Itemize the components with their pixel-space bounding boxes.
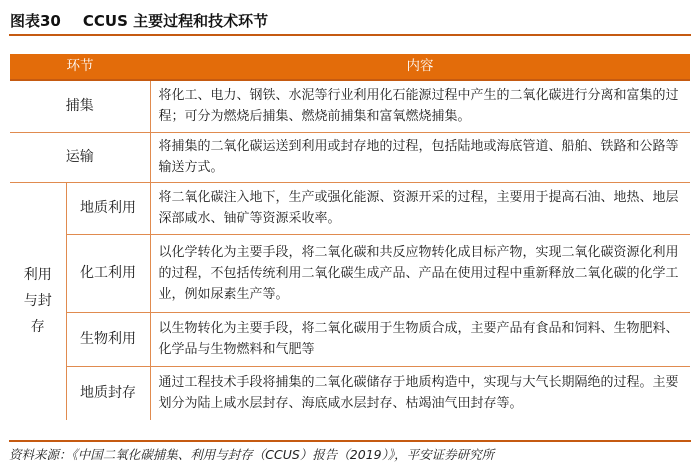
sub-stage-biological-utilization: 生物利用: [66, 312, 150, 366]
figure-label: 图表30: [10, 11, 61, 30]
stage-transport: 运输: [10, 132, 150, 182]
table-row-chemical-utilization: [10, 234, 690, 312]
source-note: 资料来源：《中国二氧化碳捕集、利用与封存（CCUS）报告（2019）》，平安证券研究所: [9, 440, 691, 463]
content-transport: 将捕集的二氧化碳运送到利用或封存地的过程，包括陆地或海底管道、船舶、铁路和公路等输送方式。: [150, 132, 690, 182]
figure-title: CCUS 主要过程和技术环节: [82, 11, 269, 30]
stage-utilization-storage-label: 利用与封存: [23, 267, 52, 336]
table-row-capture: [10, 80, 690, 132]
sub-stage-geological-storage: 地质封存: [66, 366, 150, 420]
column-header-content: 内容: [150, 54, 690, 80]
stage-utilization-storage: [10, 182, 66, 420]
table-row-biological-utilization: [10, 312, 690, 366]
figure-title-bar: [9, 6, 691, 36]
ccus-process-table: [10, 54, 690, 420]
table-row-geological-utilization: [10, 182, 690, 234]
table-row-geological-storage: [10, 366, 690, 420]
table-row-transport: [10, 132, 690, 182]
stage-capture: 捕集: [10, 80, 150, 132]
content-biological-utilization: 以生物转化为主要手段，将二氧化碳用于生物质合成，主要产品有食品和饲料、生物肥料、化学品与生物燃料和气肥等: [150, 312, 690, 366]
content-capture: 将化工、电力、钢铁、水泥等行业利用化石能源过程中产生的二氧化碳进行分离和富集的过程；可分为燃烧后捕集、燃烧前捕集和富氧燃烧捕集。: [158, 88, 679, 125]
content-geological-utilization: 将二氧化碳注入地下，生产或强化能源、资源开采的过程，主要用于提高石油、地热、地层深部咸水、铀矿等资源采收率。: [150, 182, 690, 234]
content-chemical-utilization: 以化学转化为主要手段，将二氧化碳和共反应物转化成目标产物，实现二氧化碳资源化利用的过程，不包括传统利用二氧化碳生成产品、产品在使用过程中重新释放二氧化碳的化学工业，例如尿素生产等。: [150, 234, 690, 312]
column-header-stage: 环节: [10, 54, 150, 80]
sub-stage-geological-utilization: 地质利用: [66, 182, 150, 234]
content-geological-storage: 通过工程技术手段将捕集的二氧化碳储存于地质构造中，实现与大气长期隔绝的过程。主要划分为陆上咸水层封存、海底咸水层封存、枯竭油气田封存等。: [150, 366, 690, 420]
sub-stage-chemical-utilization: 化工利用: [66, 234, 150, 312]
table-header-row: [10, 54, 690, 80]
